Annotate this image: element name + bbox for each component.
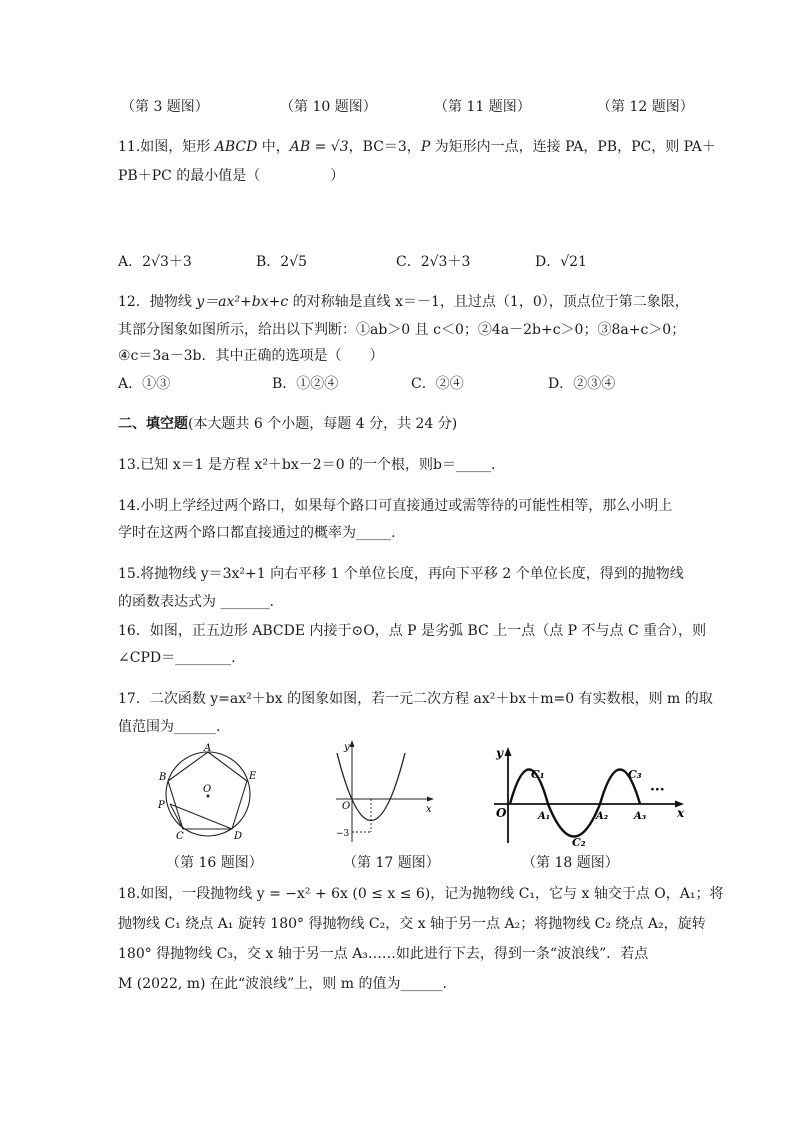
y-axis-arrow: [350, 740, 355, 747]
q11-line1: 11.如图，矩形 ABCD 中，AB = √3，BC＝3，P 为矩形内一点，连接 PA，PB，PC，则 PA＋: [118, 139, 716, 155]
label-e: E: [249, 771, 257, 782]
q11-option-b: B．2√5: [256, 254, 308, 270]
q11-line2: PB＋PC 的最小值是（ ）: [118, 168, 345, 184]
label-p: P: [158, 800, 165, 811]
q11-option-d: D．√21: [535, 254, 587, 270]
label-c2: C₂: [572, 836, 586, 847]
curve-c2: [548, 804, 600, 837]
q15-line1: 15.将抛物线 y＝3x²+1 向右平移 1 个单位长度，再向下平移 2 个单位长度，得到的抛物线: [118, 566, 684, 582]
caption-fig12: （第 12 题图）: [597, 99, 694, 115]
q12-option-b: B．①②④: [272, 376, 339, 392]
q11-option-a: A．2√3＋3: [118, 254, 192, 270]
label-x: x: [677, 806, 685, 820]
q14-line1: 14.小明上学经过两个路口，如果每个路口可直接通过或需等待的可能性相等，那么小明上: [118, 498, 673, 514]
continuation-dots: ···: [650, 782, 665, 798]
q12-option-d: D．②③④: [548, 376, 616, 392]
q12-option-a: A．①③: [118, 376, 171, 392]
caption-fig18: （第 18 题图）: [522, 855, 619, 871]
q17-line2: 值范围为______.: [118, 719, 221, 735]
label-neg3: −3: [336, 829, 350, 839]
q18-line3: 180° 得抛物线 C₃，交 x 轴于另一点 A₃……如此进行下去，得到一条“波浪线”．若点: [118, 946, 649, 962]
caption-fig3: （第 3 题图）: [121, 99, 209, 115]
label-a: A: [204, 743, 212, 754]
q11-option-c: C．2√3＋3: [396, 254, 471, 270]
q18-line2: 抛物线 C₁ 绕点 A₁ 旋转 180° 得抛物线 C₂，交 x 轴于另一点 A₂；将抛物线 C₂ 绕点 A₂，旋转: [118, 916, 706, 932]
q18-line4: M (2022, m) 在此“波浪线”上，则 m 的值为______.: [118, 976, 447, 992]
caption-fig17: （第 17 题图）: [343, 855, 440, 871]
q18-line1: 18.如图，一段抛物线 y = −x² + 6x (0 ≤ x ≤ 6)，记为抛物线 C₁，它与 x 轴交于点 O，A₁；将: [118, 886, 724, 902]
figure-17: [330, 738, 440, 846]
label-a1: A₁: [538, 811, 551, 822]
label-y: y: [496, 746, 503, 760]
q12-line1: 12．抛物线 y＝ax²+bx+c 的对称轴是直线 x＝－1，且过点（1，0），顶点位于第二象限，: [118, 294, 689, 310]
section-heading: 二、填空题(本大题共 6 个小题，每题 4 分，共 24 分): [118, 416, 458, 432]
caption-fig11: （第 11 题图）: [434, 99, 531, 115]
q16-line1: 16．如图，正五边形 ABCDE 内接于⊙O，点 P 是劣弧 BC 上一点（点 P 不与点 C 重合），则: [118, 623, 707, 639]
label-c1: C₁: [531, 768, 545, 781]
x-axis-arrow: [427, 797, 434, 802]
caption-fig10: （第 10 题图）: [280, 99, 377, 115]
q12-line3: ④c＝3a－3b．其中正确的选项是（ ）: [118, 348, 384, 364]
label-a2: A₂: [596, 811, 609, 822]
label-o: O: [342, 801, 351, 812]
label-b: B: [159, 772, 167, 783]
q16-line2: ∠CPD＝________.: [118, 650, 236, 666]
label-a3: A₃: [634, 811, 647, 822]
caption-fig16: （第 16 题图）: [166, 855, 263, 871]
q13: 13.已知 x＝1 是方程 x²＋bx－2＝0 的一个根，则b＝_____.: [118, 457, 496, 473]
label-c: C: [176, 831, 184, 842]
label-y: y: [344, 742, 350, 753]
q12-option-c: C．②④: [411, 376, 464, 392]
figure-16: [150, 742, 270, 842]
q14-line2: 学时在这两个路口都直接通过的概率为_____.: [118, 525, 396, 541]
y-axis-arrow: [505, 747, 512, 756]
label-o: O: [203, 784, 212, 795]
figure-18: [492, 745, 692, 847]
label-x: x: [426, 804, 432, 815]
label-c3: C₃: [628, 768, 642, 781]
q15-line2: 的函数表达式为 _______.: [118, 594, 274, 610]
label-d: D: [234, 831, 243, 842]
q17-line1: 17．二次函数 y=ax²＋bx 的图象如图，若一元二次方程 ax²＋bx＋m=0 有实数根，则 m 的取: [118, 691, 713, 707]
q12-line2: 其部分图象如图所示，给出以下判断：①ab＞0 且 c＜0；②4a－2b+c＞0；③8a+c＞0；: [118, 322, 686, 338]
label-o: O: [496, 806, 507, 820]
